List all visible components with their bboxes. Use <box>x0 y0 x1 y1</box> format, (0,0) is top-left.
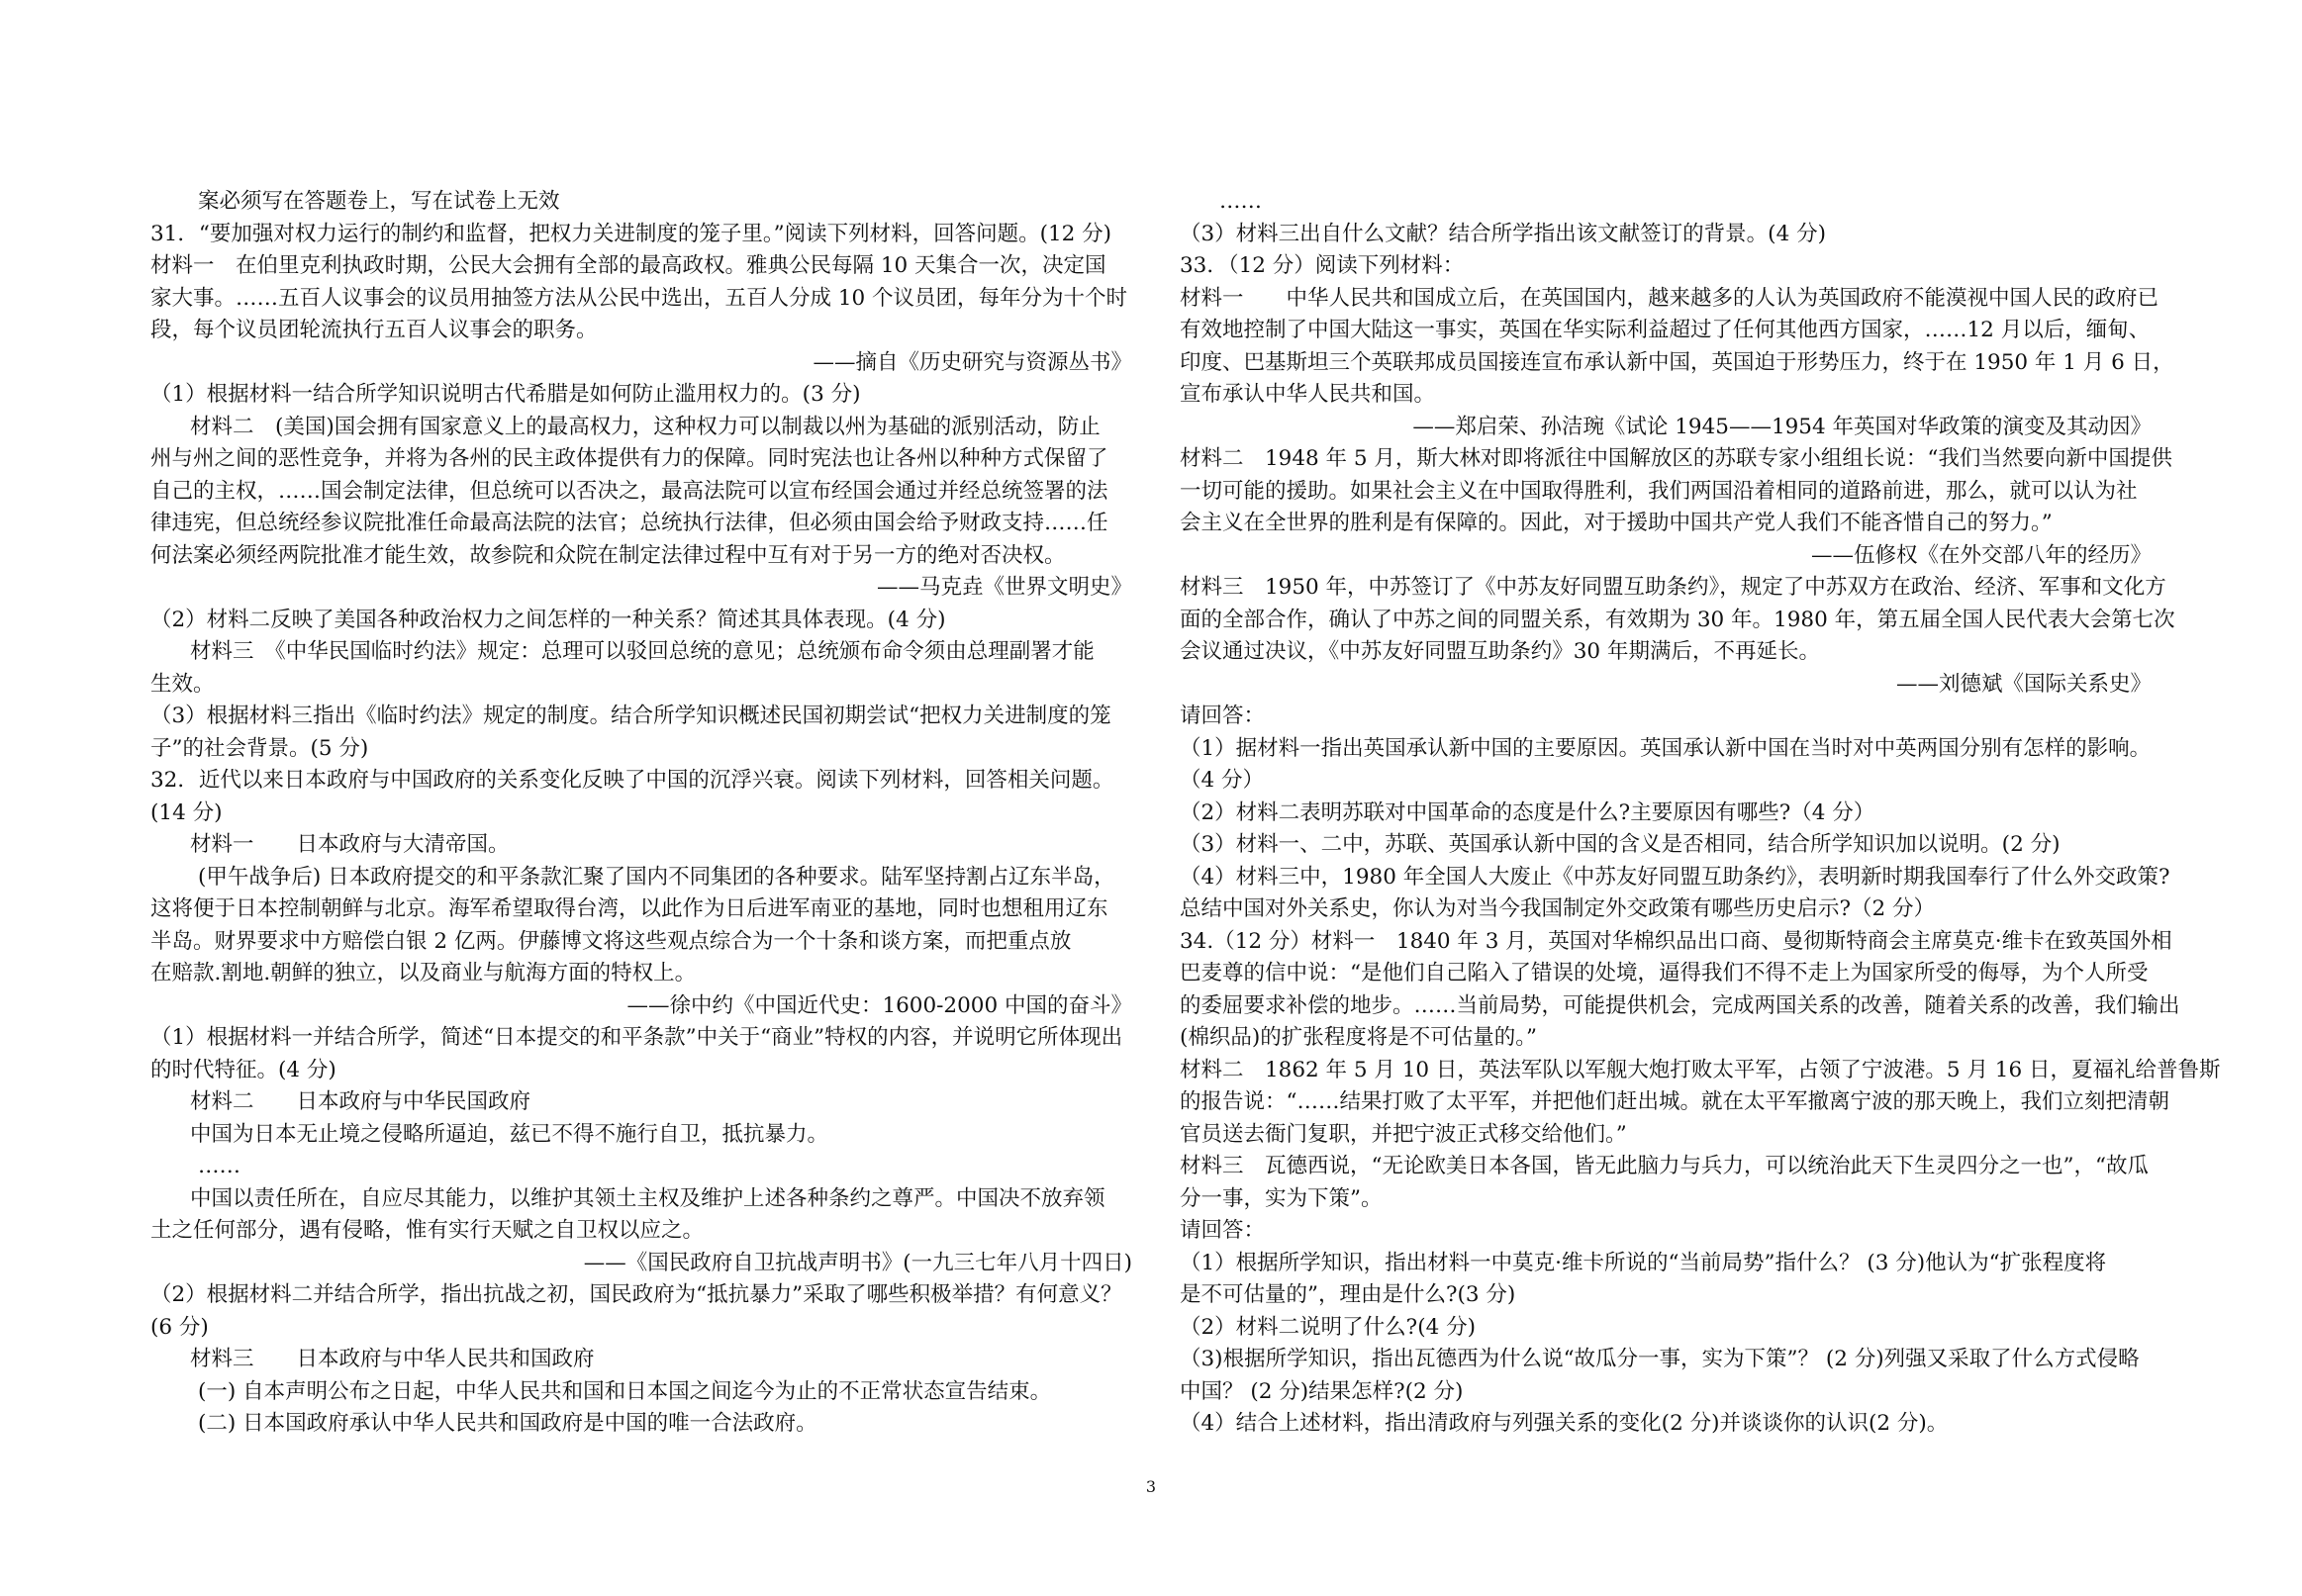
text-line: 材料二 日本政府与中华民国政府 <box>190 1089 531 1114</box>
text-line: （4）材料三中，1980 年全国人大废止《中苏友好同盟互助条约》，表明新时期我国奉行了什么外交政策? <box>1180 864 2170 890</box>
text-line: 有效地控制了中国大陆这一事实，英国在华实际利益超过了任何其他西方国家，……12 月以后，缅甸、 <box>1180 318 2151 342</box>
text-line: 的委屈要求补偿的地步。……当前局势，可能提供机会，完成两国关系的改善，随着关系的改善，我们输出 <box>1180 992 2180 1018</box>
text-line: 巴麦尊的信中说：“是他们自己陷入了错误的处境，逼得我们不得不走上为国家所受的侮辱，为个人所受 <box>1180 961 2149 986</box>
text-line: 请回答： <box>1180 704 1266 728</box>
text-line: (6 分) <box>150 1314 209 1340</box>
text-line: 分一事，实为下策”。 <box>1180 1185 1383 1211</box>
text-line: 案必须写在答题卷上，写在试卷上无效 <box>198 189 560 214</box>
text-line: 中国以责任所在，自应尽其能力，以维护其领土主权及维护上述各种条约之尊严。中国决不放弃领 <box>190 1185 1105 1211</box>
text-line: （2）材料二表明苏联对中国革命的态度是什么?主要原因有哪些?（4 分） <box>1180 799 1875 825</box>
text-line: 官员送去衙门复职，并把宁波正式移交给他们。” <box>1180 1121 1627 1147</box>
text-line: 这将便于日本控制朝鲜与北京。海军希望取得台湾，以此作为日后进军南亚的基地，同时也想租用辽东 <box>150 896 1108 921</box>
text-line: （2）材料二反映了美国各种政治权力之间怎样的一种关系？简述其具体表现。(4 分) <box>150 607 946 632</box>
text-line: 材料二 1862 年 5 月 10 日，英法军队以军舰大炮打败太平军，占领了宁波港。5 月 16 日，夏福礼给普鲁斯 <box>1180 1057 2221 1082</box>
text-line: 材料二 1948 年 5 月，斯大林对即将派往中国解放区的苏联专家小组组长说：“我们当然要向新中国提供 <box>1180 446 2172 471</box>
text-line: ——《国民政府自卫抗战声明书》(一九三七年八月十四日) <box>583 1250 1132 1275</box>
text-line: ——郑启荣、孙洁琬《试论 1945——1954 年英国对华政策的演变及其动因》 <box>1412 414 2152 439</box>
text-line: 州与州之间的恶性竞争，并将为各州的民主政体提供有力的保障。同时宪法也让各州以种种方式保留了 <box>150 446 1108 471</box>
text-line: （4）结合上述材料，指出清政府与列强关系的变化(2 分)并谈谈你的认识(2 分)。 <box>1180 1411 1949 1436</box>
text-line: 在赔款.割地.朝鲜的独立，以及商业与航海方面的特权上。 <box>150 961 697 986</box>
text-line: 总结中国对外关系史，你认为对当今我国制定外交政策有哪些历史启示?（2 分） <box>1180 896 1936 921</box>
text-line: 印度、巴基斯坦三个英联邦成员国接连宣布承认新中国，英国迫于形势压力，终于在 1950 年 1 月 6 日， <box>1180 349 2174 375</box>
text-line: 材料三 瓦德西说，“无论欧美日本各国，皆无此脑力与兵力，可以统治此天下生灵四分之一也”，“故瓜 <box>1180 1154 2149 1178</box>
text-line: …… <box>1219 189 1262 214</box>
right-column <box>1180 186 2221 1441</box>
text-line: ——马克垚《世界文明史》 <box>876 575 1132 600</box>
text-line: …… <box>198 1154 240 1178</box>
text-line: (14 分) <box>150 799 223 825</box>
text-line: （3）材料三出自什么文献？结合所学指出该文献签订的背景。(4 分) <box>1180 221 1826 246</box>
text-line: 的时代特征。(4 分) <box>150 1057 336 1082</box>
text-line: 生效。 <box>150 671 215 697</box>
text-line: ——伍修权《在外交部八年的经历》 <box>1810 542 2152 568</box>
text-line: ——刘德斌《国际关系史》 <box>1895 671 2152 697</box>
text-line: (棉织品)的扩张程度将是不可估量的。” <box>1180 1025 1538 1050</box>
text-line: （2）根据材料二并结合所学，指出抗战之初，国民政府为“抵抗暴力”采取了哪些积极举措？有何意义？ <box>150 1282 1122 1307</box>
text-line: 材料一 在伯里克利执政时期，公民大会拥有全部的最高政权。雅典公民每隔 10 天集合一次，决定国 <box>150 253 1106 278</box>
text-line: （3）材料一、二中，苏联、英国承认新中国的含义是否相同，结合所学知识加以说明。(2 分) <box>1180 832 2061 857</box>
text-line: （2）材料二说明了什么?(4 分) <box>1180 1314 1476 1340</box>
text-line: 家大事。……五百人议事会的议员用抽签方法从公民中选出，五百人分成 10 个议员团，每年分为十个时 <box>150 285 1128 311</box>
text-line: ——摘自《历史研究与资源丛书》 <box>813 349 1132 375</box>
text-line: 中国？ (2 分)结果怎样?(2 分) <box>1180 1378 1464 1404</box>
text-line: （4 分） <box>1180 768 1265 793</box>
text-line: 半岛。财界要求中方赔偿白银 2 亿两。伊藤博文将这些观点综合为一个十条和谈方案，而把重点放 <box>150 928 1072 954</box>
text-line: 会议通过决议，《中苏友好同盟互助条约》30 年期满后，不再延长。 <box>1180 639 1820 664</box>
text-line: （1）根据材料一结合所学知识说明古代希腊是如何防止滥用权力的。(3 分) <box>150 382 861 407</box>
text-line: 是不可估量的”，理由是什么?(3 分) <box>1180 1282 1516 1307</box>
text-line: 面的全部合作，确认了中苏之间的同盟关系，有效期为 30 年。1980 年，第五届全国人民代表大会第七次 <box>1180 607 2175 632</box>
text-line: 材料一 中华人民共和国成立后，在英国国内，越来越多的人认为英国政府不能漠视中国人民的政府已 <box>1180 285 2159 311</box>
text-line: (二) 日本国政府承认中华人民共和国政府是中国的唯一合法政府。 <box>198 1411 817 1436</box>
text-line: 的报告说：“……结果打败了太平军，并把他们赶出城。就在太平军撤离宁波的那天晚上，我们立刻把清朝 <box>1180 1089 2169 1114</box>
page-number: 3 <box>1145 1477 1157 1496</box>
text-line: 32．近代以来日本政府与中国政府的关系变化反映了中国的沉浮兴衰。阅读下列材料，回答相关问题。 <box>150 768 1114 793</box>
text-line: （3）根据材料三指出《临时约法》规定的制度。结合所学知识概述民国初期尝试“把权力关进制度的笼 <box>150 704 1111 728</box>
text-line: 材料三 《中华民国临时约法》规定：总理可以驳回总统的意见；总统颁布命令须由总理副署才能 <box>190 639 1095 664</box>
text-line: (甲午战争后) 日本政府提交的和平条款汇聚了国内不同集团的各种要求。陆军坚持割占辽东半岛， <box>198 864 1115 890</box>
left-column <box>150 186 1150 1441</box>
text-line: 一切可能的援助。如果社会主义在中国取得胜利，我们两国沿着相同的道路前进，那么，就可以认为社 <box>1180 478 2138 504</box>
text-line: （1）根据材料一并结合所学，简述“日本提交的和平条款”中关于“商业”特权的内容，并说明它所体现出 <box>150 1025 1123 1050</box>
text-line: 段，每个议员团轮流执行五百人议事会的职务。 <box>150 318 598 342</box>
text-line: 34.（12 分）材料一 1840 年 3 月，英国对华棉织品出口商、曼彻斯特商会主席莫克·维卡在致英国外相 <box>1180 928 2172 954</box>
text-line: 请回答： <box>1180 1218 1266 1243</box>
text-line: 材料一 日本政府与大清帝国。 <box>190 832 510 857</box>
text-line: 何法案必须经两院批准才能生效，故参院和众院在制定法律过程中互有对于另一方的绝对否决权。 <box>150 542 1066 568</box>
text-line: ——徐中约《中国近代史：1600-2000 中国的奋斗》 <box>626 992 1132 1018</box>
text-line: 材料三 日本政府与中华人民共和国政府 <box>190 1347 595 1371</box>
text-line: 会主义在全世界的胜利是有保障的。因此，对于援助中国共产党人我们不能吝惜自己的努力。” <box>1180 511 2053 535</box>
text-line: 材料三 1950 年，中苏签订了《中苏友好同盟互助条约》，规定了中苏双方在政治、经济、军事和文化方 <box>1180 575 2166 600</box>
text-line: 31．“要加强对权力运行的制约和监督，把权力关进制度的笼子里。”阅读下列材料，回答问题。(12 分) <box>150 221 1112 246</box>
text-line: （1）根据所学知识，指出材料一中莫克·维卡所说的“当前局势”指什么？ (3 分)他认为“扩张程度将 <box>1180 1250 2107 1275</box>
text-line: 宣布承认中华人民共和国。 <box>1180 382 1436 407</box>
text-line: 律违宪，但总统经参议院批准任命最高法院的法官；总统执行法律，但必须由国会给予财政支持……任 <box>150 511 1108 535</box>
text-line: 材料二 (美国)国会拥有国家意义上的最高权力，这种权力可以制裁以州为基础的派别活动，防止 <box>190 414 1101 439</box>
text-line: （1）据材料一指出英国承认新中国的主要原因。英国承认新中国在当时对中英两国分别有怎样的影响。 <box>1180 735 2152 761</box>
text-line: （3)根据所学知识，指出瓦德西为什么说“故瓜分一事，实为下策”？ (2 分)列强又采取了什么方式侵略 <box>1180 1347 2140 1371</box>
text-line: 中国为日本无止境之侵略所逼迫，兹已不得不施行自卫，抵抗暴力。 <box>190 1121 829 1147</box>
text-line: 土之任何部分，遇有侵略，惟有实行天赋之自卫权以应之。 <box>150 1218 705 1243</box>
text-line: 子”的社会背景。(5 分) <box>150 735 369 761</box>
text-line: 33．（12 分）阅读下列材料： <box>1180 253 1465 278</box>
text-line: 自己的主权，……国会制定法律，但总统可以否决之，最高法院可以宣布经国会通过并经总统签署的法 <box>150 478 1108 504</box>
text-line: (一) 自本声明公布之日起，中华人民共和国和日本国之间迄今为止的不正常状态宣告结束。 <box>198 1378 1052 1404</box>
